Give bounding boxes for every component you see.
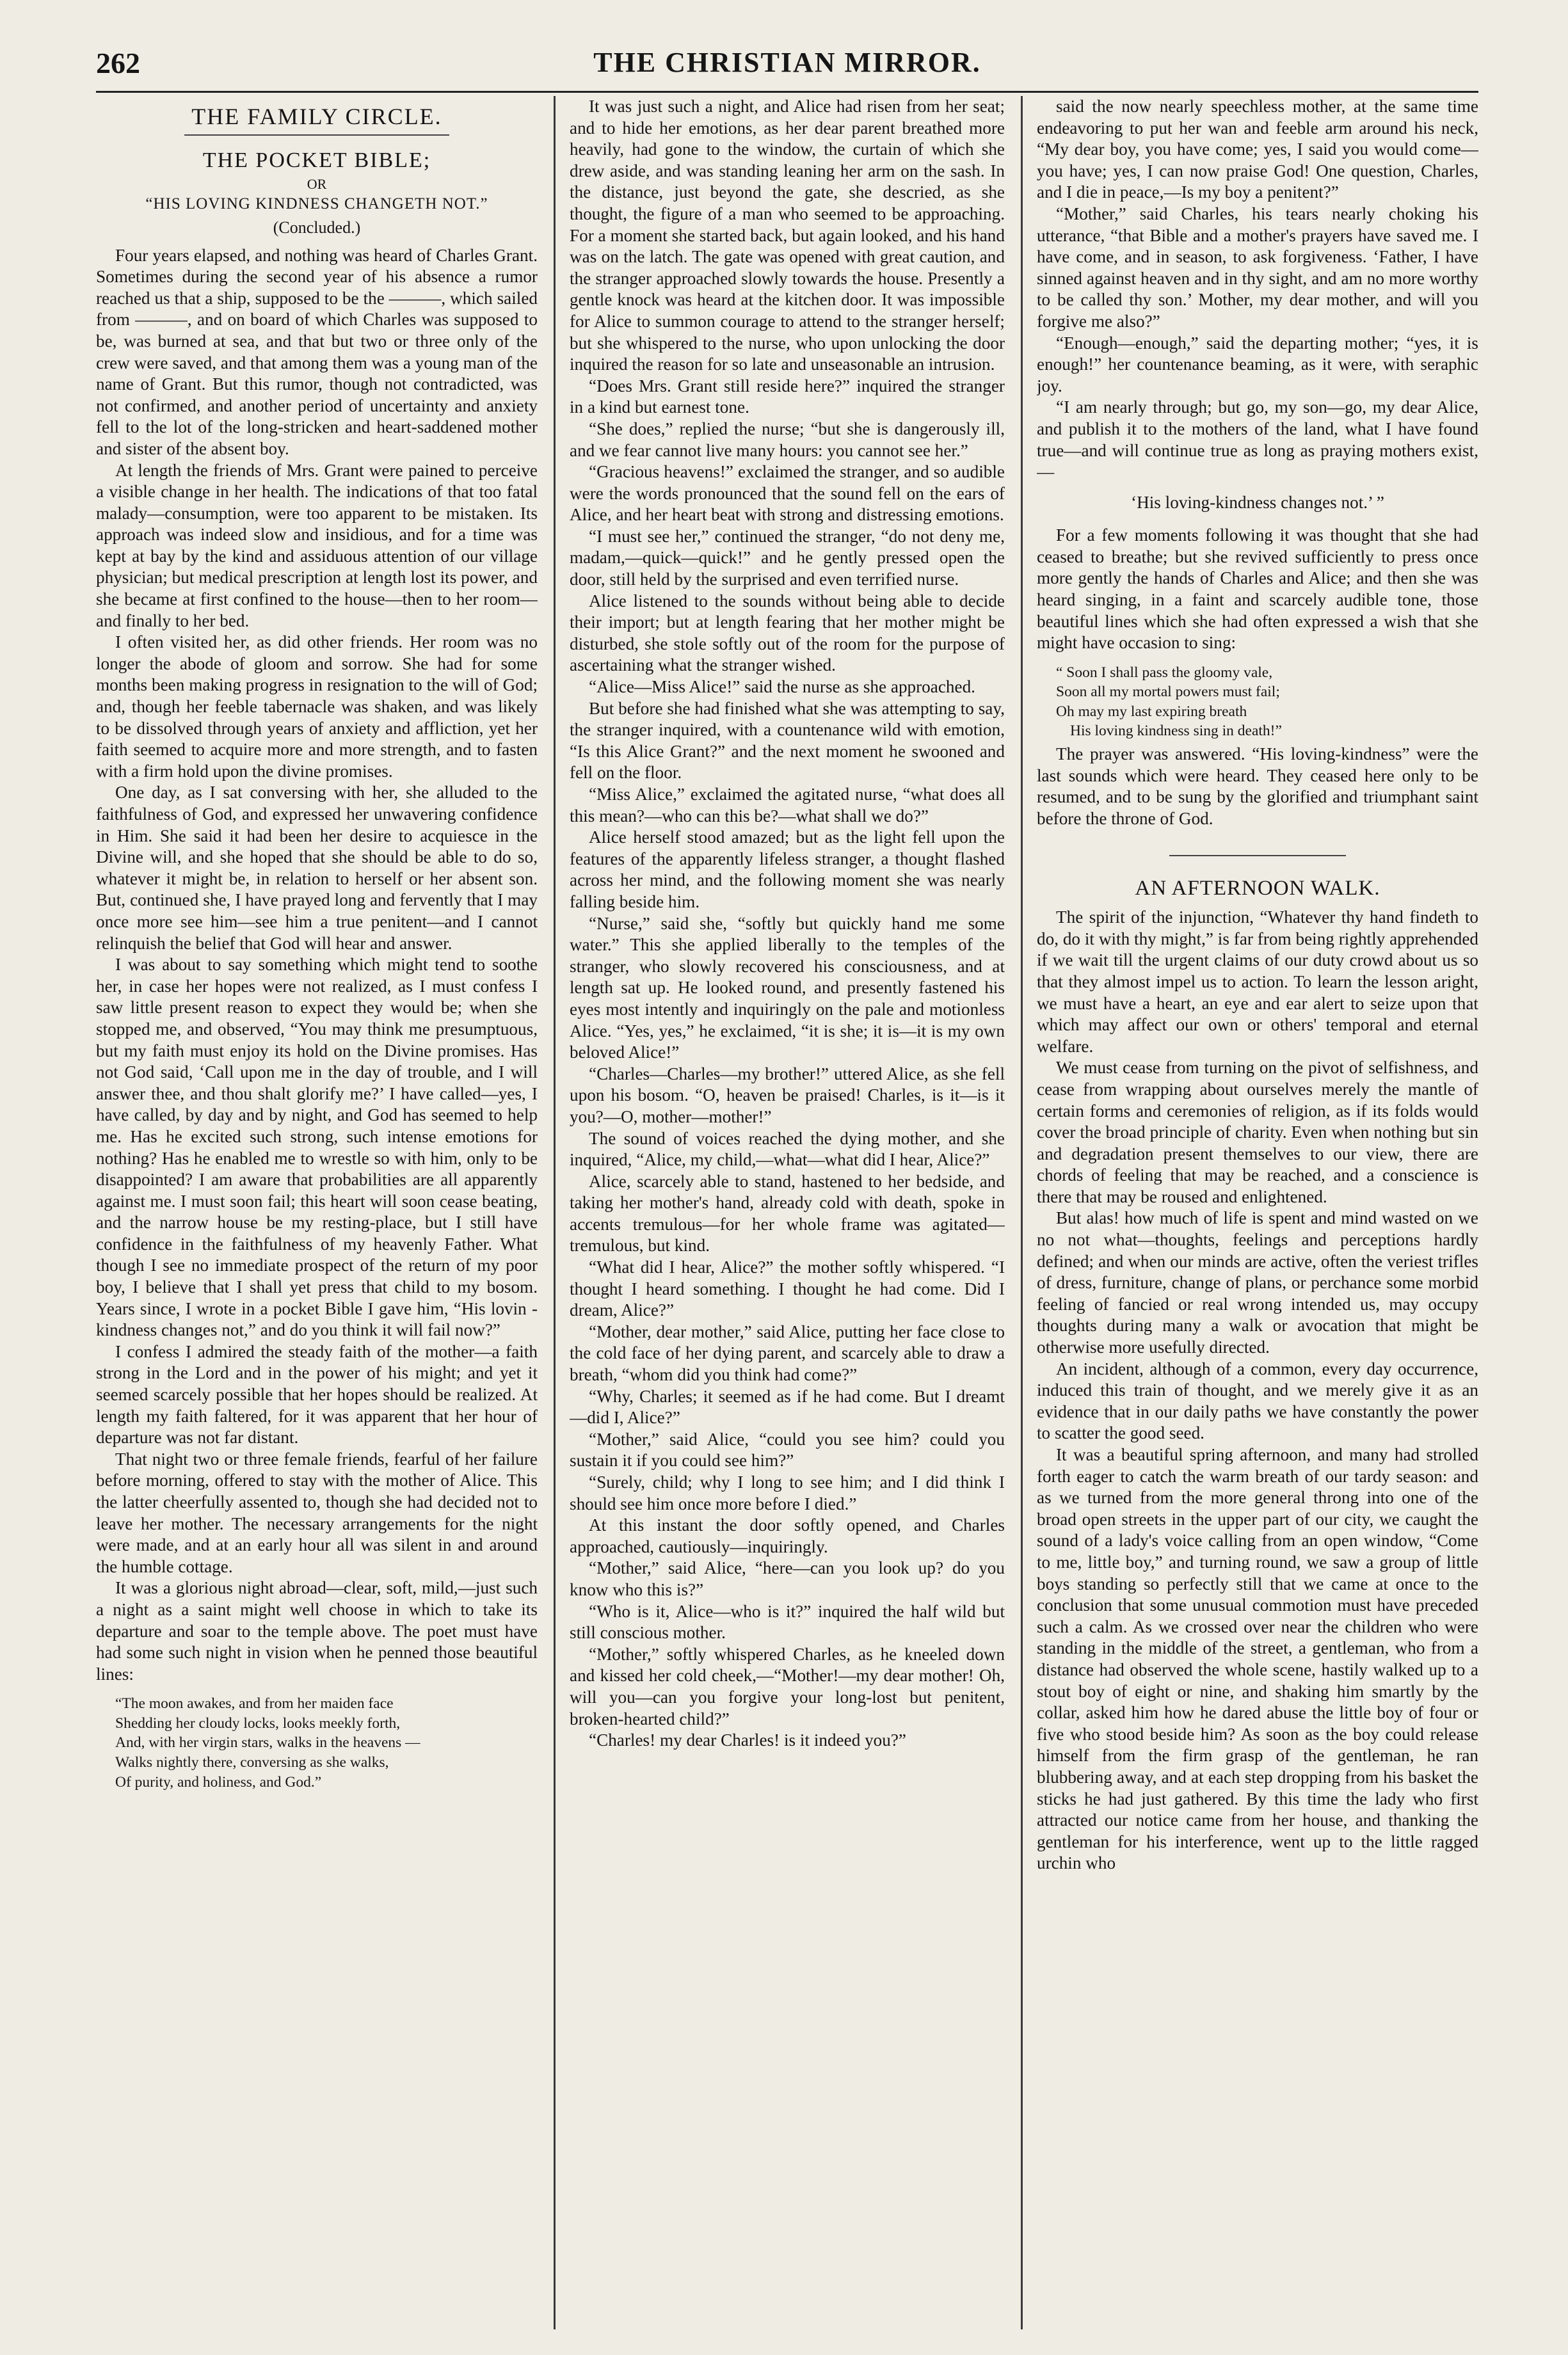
paragraph: “Surely, child; why I long to see him; and I did think I should see him once more before I died.” <box>570 1473 1005 1513</box>
paragraph: “Enough—enough,” said the departing mother; “yes, it is enough!” her countenance beaming, as it were, with seraphic joy. <box>1037 333 1478 395</box>
columns <box>96 96 1478 2336</box>
paragraph: “Mother, dear mother,” said Alice, putting her face close to the cold face of her dying parent, and scarcely able to draw a breath, “whom did you think had come?” <box>570 1321 1005 1385</box>
paragraph: I confess I admired the steady faith of the mother—a faith strong in the Lord and in the power of his might; and yet it seemed scarcely possible that her hopes should be realized. At length my faith faltered, for it was apparent that her hour of departure was not far distant. <box>96 1341 538 1448</box>
hymn-line: Soon all my mortal powers must fail; <box>1056 683 1280 701</box>
heading-rule <box>184 134 449 136</box>
paragraph: “I must see her,” continued the stranger, “do not deny me, madam,—quick—quick!” and he gently pressed open the door, still held by the surprised and even terrified nurse. <box>570 526 1005 589</box>
page-header <box>96 46 1478 93</box>
quoted-motto: ‘His loving-kindness changes not.’ ” <box>1131 492 1384 512</box>
paragraph: “I am nearly through; but go, my son—go, my dear Alice, and publish it to the mothers of the land, what I have found true—and will continue true as long as praying mothers exist,— <box>1037 397 1478 482</box>
poem-line: Shedding her cloudy locks, looks meekly forth, <box>115 1714 401 1732</box>
hymn-line: Oh may my last expiring breath <box>1056 703 1247 720</box>
paragraph: The sound of voices reached the dying mother, and she inquired, “Alice, my child,—what—what did I hear, Alice?” <box>570 1128 1005 1170</box>
department-heading: THE FAMILY CIRCLE. <box>191 104 442 129</box>
article-title: AN AFTERNOON WALK. <box>1135 877 1380 900</box>
hymn-line: His loving kindness sing in death!” <box>1070 722 1282 740</box>
paragraph: “Mother,” said Alice, “could you see him? could you sustain it if you could see him?” <box>570 1429 1005 1471</box>
column-1 <box>96 96 538 2336</box>
paragraph: I was about to say something which might tend to soothe her, in case her hopes were not realized, as I must confess I saw little present reason to expect they would be; when she stopped me, and observed, “You may think me presumptuous, but my faith must enjoy its hold on the Divine promises. Has not God said, ‘Call upon me in the day of trouble, and I will answer thee, and thou shalt glorify me?’ I have called—yes, I have called, by day and by night, and God has seemed to help me. Has he excited such strong, such intense emotions for nothing? Has he enabled me to wrestle so with him, only to be disappointed? I am aware that probabilities are all apparently against me. I must soon fail; this heart will soon cease beating, and the narrow house be my resting-place, but I still have confidence in the faithfulness of my heavenly Father. What though I see no immediate prospect of the return of my poor boy, I believe that I shall yet press that child to my bosom. Years since, I wrote in a pocket Bible I gave him, “His lovin -kindness changes not,” and do you think it will fail now?” <box>96 955 538 1340</box>
poem-line: “The moon awakes, and from her maiden face <box>115 1695 394 1712</box>
paragraph: At this instant the door softly opened, and Charles approached, cautiously—inquiringly. <box>570 1515 1005 1556</box>
paragraph: Four years elapsed, and nothing was heard of Charles Grant. Sometimes during the second year of his absence a rumor reached us that a ship, supposed to be the ———, which sailed from ———, and on board of which Charles was supposed to be, was burned at sea, and that but two or three only of the crew were saved, and that among them was a young man of the name of Grant. But this rumor, though not contradicted, was not confirmed, and another period of uncertainty and anxiety fell to the lot of the long-stricken and heart-saddened mother and sister of the absent boy. <box>96 245 538 458</box>
paragraph: “Mother,” said Alice, “here—can you look up? do you know who this is?” <box>570 1558 1005 1599</box>
paragraph: The spirit of the injunction, “Whatever thy hand findeth to do, do it with thy might,” is far from being rightly apprehended if we wait till the urgent claims of our duty crowd about us so that they almost impel us to action. To learn the lesson aright, we must have a heart, an eye and ear alert to seize upon that which may affect our own or others' temporal and eternal welfare. <box>1037 907 1478 1056</box>
poem-line: Of purity, and holiness, and God.” <box>115 1773 322 1791</box>
paragraph: It was just such a night, and Alice had risen from her seat; and to hide her emotions, as her dear parent breathed more heavily, had gone to the window, the curtain of which she drew aside, and was standing leaning her arm on the sash. In the distance, just beyond the gate, she descried, as she thought, the figure of a man who seemed to be approaching. For a moment she started back, but again looked, and his hand was on the latch. The gate was opened with great caution, and the stranger approached slowly towards the house. Presently a gentle knock was heard at the kitchen door. It was impossible for Alice to summon courage to attend to the stranger herself; but she whispered to the nurse, who upon unlocking the door inquired the reason for so late and unseasonable an intrusion. <box>570 97 1005 374</box>
paragraph: It was a glorious night abroad—clear, soft, mild,—just such a night as a saint might well choose in which to take its departure and soar to the temple above. The poet must have had some such night in vision when he penned those beautiful lines: <box>96 1578 538 1684</box>
paragraph: “Mother,” said Charles, his tears nearly choking his utterance, “that Bible and a mother's prayers have saved me. I have come, and in season, to ask forgiveness. ‘Father, I have sinned against heaven and in thy sight, and am no more worthy to be called thy son.’ Mother, my dear mother, and will you forgive me also?” <box>1037 204 1478 331</box>
paragraph: At length the friends of Mrs. Grant were pained to perceive a visible change in her health. The indications of that too fatal malady—consumption, were too apparent to be mistaken. Its approach was indeed slow and insidious, and for a time was kept at bay by the kind and assiduous attention of our village physician; but medical prescription at length lost its power, and she became at first confined to the house—then to her room—and finally to her bed. <box>96 460 538 630</box>
paragraph: “Who is it, Alice—who is it?” inquired the half wild but still conscious mother. <box>570 1601 1005 1643</box>
article-divider <box>1169 855 1346 856</box>
concluded-note: (Concluded.) <box>273 218 361 237</box>
paragraph: Alice, scarcely able to stand, hastened to her bedside, and taking her mother's hand, already cold with death, spoke in accents tremulous—for her whole frame was agitated—tremulous, but kind. <box>570 1171 1005 1256</box>
hymn-line: “ Soon I shall pass the gloomy vale, <box>1056 664 1273 681</box>
paragraph: That night two or three female friends, fearful of her failure before morning, offered to stay with the mother of Alice. This the latter cheerfully assented to, though she had decided not to leave her mother. The necessary arrangements for the night were made, and at an early hour all was silent in and around the humble cottage. <box>96 1449 538 1576</box>
paragraph: “Miss Alice,” exclaimed the agitated nurse, “what does all this mean?—who can this be?—what shall we do?” <box>570 785 1005 826</box>
paragraph: It was a beautiful spring afternoon, and many had strolled forth eager to catch the warm breath of our tardy season: and as we turned from the more general throng into one of the broad open streets in the upper part of our city, we caught the sound of a lady's voice calling from an open window, “Come to me, little boy,” and turning round, we saw a group of little boys standing so perfectly still that we came at once to the conclusion that some unusual commotion must have preceded such a calm. As we crossed over near the children who were standing in the middle of the street, a gentleman, who from a distance had observed the whole scene, hastily walked up to a stout boy of eight or nine, and shaking him smartly by the collar, asked him how he dared abuse the little boy of four or five who stood beside him? As soon as the boy could release himself from the firm grasp of the gentleman, he ran blubbering away, and at each step dropping from his basket the sticks he had just gathered. By this time the lady who first attracted our notice came from her house, and thanking the gentleman for his interference, went up to the little ragged urchin who <box>1037 1445 1478 1873</box>
paragraph: “Alice—Miss Alice!” said the nurse as she approached. <box>589 677 975 697</box>
hymn-quote <box>1056 663 1478 741</box>
paragraph: For a few moments following it was thought that she had ceased to breathe; but she revived sufficiently to press once more gently the hands of Charles and Alice; and then she was heard singing, in a faint and scarcely audible tone, those beautiful lines which she had often expressed a wish that she might have occasion to sing: <box>1037 525 1478 653</box>
story-alt-title: “HIS LOVING KINDNESS CHANGETH NOT.” <box>145 195 488 212</box>
paragraph: “Charles! my dear Charles! is it indeed you?” <box>589 1730 906 1750</box>
poem-line: Walks nightly there, conversing as she walks, <box>115 1754 389 1771</box>
paragraph: We must cease from turning on the pivot of selfishness, and cease from wrapping about ourselves merely the mantle of certain forms and ceremonies of religion, as if its folds would cover the broad principle of charity. Even when nothing but sin and degradation present themselves to our view, there are chords of feeling that may be reached, and a conscience is there that may be roused and enlightened. <box>1037 1058 1478 1206</box>
paragraph: One day, as I sat conversing with her, she alluded to the faithfulness of God, and expressed her unwavering confidence in Him. She said it had been her desire to acquiesce in the Divine will, and she hoped that she should be able to do so, whatever it might be, in relation to herself or her absent son. But, continued she, I have prayed long and fervently that I may once more see him—see him a true penitent—and I cannot relinquish the belief that God will hear and answer. <box>96 783 538 953</box>
paragraph: “Does Mrs. Grant still reside here?” inquired the stranger in a kind but earnest tone. <box>570 376 1005 417</box>
poem-quote <box>115 1694 538 1792</box>
paragraph: “Charles—Charles—my brother!” uttered Alice, as she fell upon his bosom. “O, heaven be praised! Charles, is it—is it you?—O, mother—mother!” <box>570 1064 1005 1126</box>
paragraph: “Why, Charles; it seemed as if he had come. But I dreamt—did I, Alice?” <box>570 1386 1005 1428</box>
paragraph: An incident, although of a common, every day occurrence, induced this train of thought, and we merely give it as an evidence that in our daily paths we have constantly the power to scatter the good seed. <box>1037 1359 1478 1443</box>
page-number: 262 <box>96 47 140 79</box>
paragraph: “Gracious heavens!” exclaimed the stranger, and so audible were the words pronounced that the sound fell on the ears of Alice, and her heart beat with strong and distressing emotions. <box>570 462 1005 525</box>
paragraph: I often visited her, as did other friends. Her room was no longer the abode of gloom and sorrow. She had for some months been making progress in resignation to the will of God; and, though her feeble tabernacle was shaken, and was likely to be dissolved through years of anxiety and affliction, yet her faith seemed to acquire more and more strength, and to fasten with a firm hold upon the divine promises. <box>96 632 538 781</box>
paragraph: “She does,” replied the nurse; “but she is dangerously ill, and we fear cannot live many hours: you cannot see her.” <box>570 419 1005 460</box>
paragraph: But before she had finished what she was attempting to say, the stranger inquired, with a countenance wild with emotion, “Is this Alice Grant?” and the next moment he swooned and fell on the floor. <box>570 698 1005 783</box>
story-or: OR <box>307 176 327 193</box>
story-title: THE POCKET BIBLE; <box>202 148 431 173</box>
column-3 <box>1037 96 1478 2336</box>
paragraph: “Nurse,” said she, “softly but quickly hand me some water.” This she applied liberally to the temples of the stranger, who slowly recovered his consciousness, and at length sat up. He looked round, and presently fastened his eyes most intently and inquiringly on the pale and motionless Alice. “Yes, yes,” he exclaimed, “it is she; it is—it is my own beloved Alice!” <box>570 913 1005 1062</box>
paragraph: “Mother,” softly whispered Charles, as he kneeled down and kissed her cold cheek,—“Mother!—my dear mother! Oh, will you—can you forgive your long-lost but penitent, broken-hearted child?” <box>570 1644 1005 1728</box>
column-2 <box>570 96 1005 2336</box>
paragraph: Alice herself stood amazed; but as the light fell upon the features of the apparently lifeless stranger, a thought flashed across her mind, and the following moment she was nearly falling beside him. <box>570 827 1005 911</box>
masthead-title: THE CHRISTIAN MIRROR. <box>593 47 981 78</box>
paragraph: said the now nearly speechless mother, at the same time endeavoring to put her wan and feeble arm around his neck, “My dear boy, you have come; yes, I said you would come—you have; yes, I can now praise God! One question, Charles, and I die in peace,—Is my boy a penitent?” <box>1037 97 1478 202</box>
paragraph: Alice listened to the sounds without being able to decide their import; but at length fearing that her mother might be disturbed, she stole softly out of the room for the purpose of ascertaining what the stranger wished. <box>570 591 1005 675</box>
paragraph: “What did I hear, Alice?” the mother softly whispered. “I thought I heard something. I thought he had come. Did I dream, Alice?” <box>570 1257 1005 1320</box>
poem-line: And, with her virgin stars, walks in the heavens — <box>115 1734 420 1752</box>
paragraph: But alas! how much of life is spent and mind wasted on we no not what—thoughts, feelings and perceptions hardly defined; and when our minds are active, often the veriest trifles of dress, furniture, change of plans, or perchance some morbid feeling of fancied or real wrong intended us, may occupy thoughts during many a walk or avocation that might be otherwise more usefully directed. <box>1037 1208 1478 1357</box>
paragraph: The prayer was answered. “His loving-kindness” were the last sounds which were heard. They ceased here only to be resumed, and to be sung by the glorified and triumphant saint before the throne of God. <box>1037 744 1478 828</box>
